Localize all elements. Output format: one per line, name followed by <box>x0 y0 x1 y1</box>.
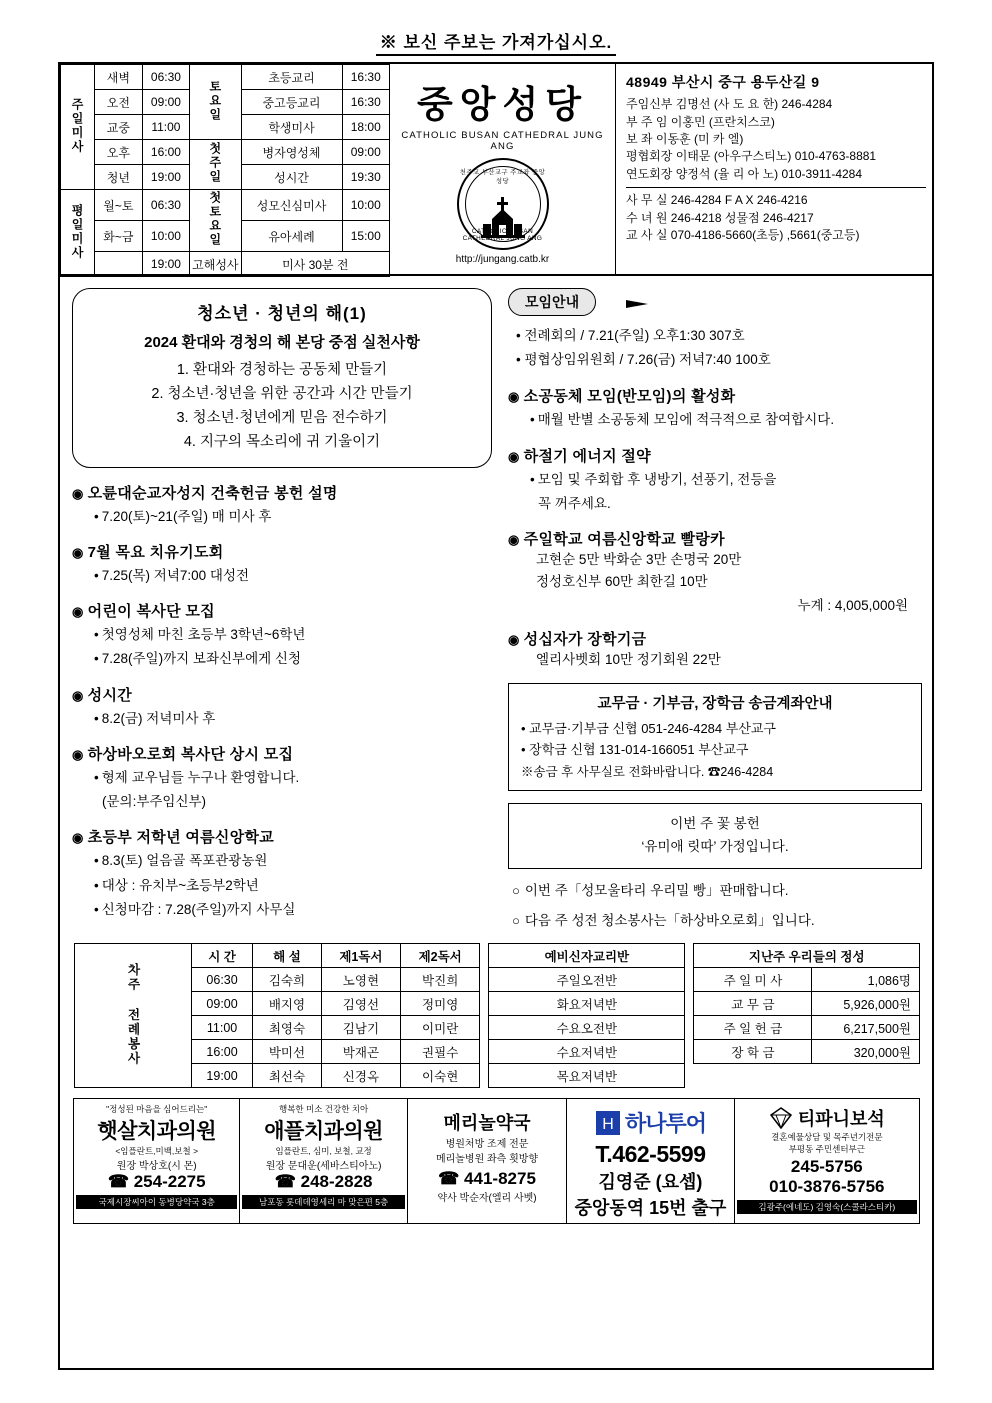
cell: 노영현 <box>321 968 400 992</box>
diamond-icon <box>769 1106 793 1130</box>
ad-name: 애플치과의원 <box>264 1120 383 1144</box>
bullet-icon: ◉ <box>508 389 520 405</box>
contact-yeondo-head: 연도회장 양정석 (율 리 아 노) 010-3911-4284 <box>626 166 863 181</box>
ad-tagline: "정성된 마음을 심어드리는" <box>106 1104 208 1115</box>
ad-tagline: 행복한 미소 건강한 치아 <box>279 1104 369 1115</box>
cell: 19:00 <box>142 165 189 190</box>
notice-head <box>508 445 922 466</box>
row-value: 1,086명 <box>812 968 920 992</box>
ad-address: 국제시장씨아이 동병당약국 3층 <box>76 1195 237 1209</box>
cell: 유아세례 <box>241 221 342 252</box>
list-item: • 평협상임위원회 / 7.26(금) 저녁7:40 100호 <box>516 351 771 367</box>
seal-top-text: 천주교 부산교구 주교좌 중앙성당 <box>459 169 546 185</box>
notice-title: 하상바오로회 복사단 상시 모집 <box>87 745 294 763</box>
ad-line2: 중앙동역 15번 출구 <box>574 1198 727 1219</box>
theme-title: 청소년 · 청년의 해(1) <box>197 304 367 323</box>
svg-text:H: H <box>602 1115 614 1133</box>
cell: 신경옥 <box>321 1064 400 1088</box>
ad-address: 김광주(에네도) 김영숙(스콜라스티카) <box>737 1200 917 1214</box>
ad-phone2: 010-3876-5756 <box>769 1177 885 1197</box>
meeting-list <box>508 324 922 371</box>
ad-name: 메리놀약국 <box>443 1113 531 1134</box>
cell: 11:00 <box>142 115 189 140</box>
ad-line1: <임플란트,미백,보철 > <box>115 1146 199 1157</box>
cell: 09:00 <box>342 140 389 165</box>
bulletin-frame <box>58 62 934 1370</box>
list-item: • 전례회의 / 7.21(주일) 오후1:30 307호 <box>516 328 745 343</box>
notice-sub: • 7.20(토)~21(주일) 매 미사 후 <box>94 508 272 524</box>
cell: 목요저녁반 <box>489 1064 685 1088</box>
cell: 월~토 <box>95 190 143 221</box>
cell: 10:00 <box>142 221 189 252</box>
list-item: 3. 청소년·청년에게 믿음 전수하기 <box>176 409 388 426</box>
bullet-icon: ◉ <box>508 532 520 547</box>
account-info-box <box>508 683 922 792</box>
first-sunday-label: 첫주일 <box>190 140 241 190</box>
cell: 이숙현 <box>401 1064 480 1088</box>
weekday-mass-label: 평일미사 <box>61 190 95 277</box>
notice-oryundae <box>72 482 492 527</box>
bullet-icon: ◉ <box>72 687 84 703</box>
row-value: 320,000원 <box>812 1040 920 1064</box>
saturday-label: 토요일 <box>190 65 241 140</box>
ad-maryknoll-pharmacy[interactable] <box>408 1098 567 1224</box>
donation-line: 정성호신부 60만 최한길 10만 <box>536 573 708 589</box>
list-item: 4. 지구의 목소리에 귀 기울이기 <box>183 433 381 450</box>
notice-sub: 꼭 꺼주세요. <box>538 495 611 511</box>
cell: 06:30 <box>142 190 189 221</box>
ad-apple-dental[interactable] <box>240 1098 407 1224</box>
notice-sub: • 매월 반별 소공동체 모임에 적극적으로 참여합시다. <box>530 412 835 428</box>
meeting-tag-wrap <box>508 288 922 316</box>
table-row <box>61 190 390 221</box>
notice-holy-hour <box>72 684 492 729</box>
cell: 19:00 <box>142 252 189 277</box>
contact-pastor: 주임신부 김명선 (사 도 요 한) 246-4284 <box>626 97 833 112</box>
flower-offering-box <box>508 803 922 869</box>
row-label: 교 무 금 <box>694 992 812 1016</box>
church-address: 48949 부산시 중구 용두산길 9 <box>626 74 820 90</box>
notice-sub: • 모임 및 주회합 후 냉방기, 선풍기, 전등을 <box>530 471 777 487</box>
bullet-icon: ◉ <box>508 632 520 648</box>
office-phone: 사 무 실 246-4284 F A X 246-4216 <box>626 193 808 208</box>
cell: 정미영 <box>401 992 480 1016</box>
table-row <box>75 944 480 968</box>
account-row: • 장학금 신협 131-014-166051 부산교구 <box>521 741 749 757</box>
bullet-icon: ◉ <box>72 485 84 501</box>
flower-title: 이번 주 꽃 봉헌 <box>670 816 760 832</box>
table-row <box>489 1040 685 1064</box>
ad-name: 하나투어 <box>624 1111 706 1137</box>
table-row <box>694 1040 920 1064</box>
notice-summer-school <box>72 826 492 920</box>
cell: 06:30 <box>192 968 253 992</box>
table-row <box>489 1016 685 1040</box>
header <box>60 64 932 276</box>
row-value: 5,926,000원 <box>812 992 920 1016</box>
list-item: 1. 환대와 경청하는 공동체 만들기 <box>176 362 388 378</box>
cell: 19:30 <box>342 165 389 190</box>
table-row <box>694 944 920 968</box>
notice-sub: • 첫영성체 마친 초등부 3학년~6학년 <box>94 627 306 643</box>
notice-head <box>72 826 492 847</box>
bullet-icon: ◉ <box>508 448 520 464</box>
bullet-icon: ◉ <box>72 604 84 620</box>
table-row <box>61 65 390 90</box>
cell: 초등교리 <box>241 65 342 90</box>
ad-line1: 김영준 (요셉) <box>598 1172 703 1193</box>
ad-phone: ☎ 441-8275 <box>438 1169 536 1189</box>
column-header: 시 간 <box>192 944 253 968</box>
cell: 미사 30분 전 <box>241 252 389 277</box>
cell: 김남기 <box>321 1016 400 1040</box>
notice-title: 7월 목요 치유기도회 <box>87 543 224 561</box>
donation-line: 고현순 5만 박화순 3만 손명국 20만 <box>536 552 742 567</box>
table-row <box>694 968 920 992</box>
donation-total: 누계 : 4,005,000원 <box>797 598 908 614</box>
cell: 15:00 <box>342 221 389 252</box>
church-url[interactable]: http://jungang.catb.kr <box>455 254 550 265</box>
cell: 09:00 <box>142 90 189 115</box>
cell: 11:00 <box>192 1016 253 1040</box>
column-header: 예비신자교리반 <box>489 944 685 968</box>
convent-phone: 수 녀 원 246-4218 성물점 246-4217 <box>626 210 814 225</box>
cell: 오후 <box>95 140 143 165</box>
mass-schedule-table <box>60 64 390 277</box>
notice-sub: • 8.2(금) 저녁미사 후 <box>94 710 216 726</box>
church-name: 중앙성당 <box>417 85 588 126</box>
notice-head <box>72 743 492 764</box>
ad-haetsal-dental[interactable] <box>73 1098 240 1224</box>
ad-line1: 임플란트, 심미, 보철, 교정 <box>275 1146 372 1157</box>
cell: 배지영 <box>253 992 322 1016</box>
cell: 학생미사 <box>241 115 342 140</box>
notice-head <box>508 385 922 406</box>
classroom-phone: 교 사 실 070-4186-5660(초등) ,5661(중고등) <box>626 228 860 243</box>
notice-sub: • 8.3(토) 얼음골 폭포관광농원 <box>94 853 268 869</box>
notice-hasang-paul <box>72 743 492 813</box>
contact-council-head: 평협회장 이태문 (아우구스티노) 010-4763-8881 <box>626 149 877 164</box>
offering-summary-table <box>693 943 920 1064</box>
notice-sub: • 7.28(주일)까지 보좌신부에게 신청 <box>94 651 301 667</box>
table-row <box>694 1016 920 1040</box>
table-row <box>489 968 685 992</box>
theme-items <box>87 359 477 455</box>
ad-phone: T.462-5599 <box>595 1141 706 1168</box>
notice-ppalanca <box>508 528 922 614</box>
table-row <box>61 252 390 277</box>
cell: 김숙희 <box>253 968 322 992</box>
ad-logo-row <box>737 1105 917 1131</box>
column-header: 제2독서 <box>401 944 480 968</box>
notice-sub: • 대상 : 유치부~초등부2학년 <box>94 877 259 893</box>
notice-energy-saving <box>508 445 922 515</box>
bullet-icon: ◉ <box>72 544 84 560</box>
cell: 중고등교리 <box>241 90 342 115</box>
notice-head <box>72 541 492 562</box>
list-item: 2. 청소년·청년을 위한 공간과 시간 만들기 <box>151 385 413 402</box>
bullet-icon: ◉ <box>72 830 84 846</box>
ad-line2: 원장 박상호(시 몬) <box>116 1161 197 1173</box>
notice-title: 하절기 에너지 절약 <box>523 447 651 465</box>
circle-note: ○ 이번 주「성모울타리 우리밀 빵」판매합니다. <box>512 883 789 899</box>
left-column <box>68 284 498 929</box>
ad-line1: 병원처방 조제 전문 <box>445 1139 529 1151</box>
ad-phone: 245-5756 <box>790 1157 863 1177</box>
cell: 성시간 <box>241 165 342 190</box>
ad-line2: 부평동 주민센터부근 <box>788 1144 865 1155</box>
table-row <box>489 992 685 1016</box>
account-box-title: 교무금 · 기부금, 장학금 송금계좌안내 <box>597 695 833 712</box>
notice-head <box>72 684 492 705</box>
cell: 06:30 <box>142 65 189 90</box>
year-theme-box <box>72 288 492 468</box>
account-note: ※송금 후 사무실로 전화바랍니다. ☎246-4284 <box>521 765 774 780</box>
top-notice-text: ※ 보신 주보는 가져가십시오. <box>376 33 617 56</box>
notice-head <box>72 600 492 621</box>
column-header: 해 설 <box>253 944 322 968</box>
seal-bottom-text: CATHOLIC BUSAN CATHEDRAL JUNG ANG <box>462 228 543 242</box>
cell: 16:00 <box>192 1040 253 1064</box>
notice-altar-servers <box>72 600 492 670</box>
table-row <box>694 992 920 1016</box>
notice-healing-prayer <box>72 541 492 586</box>
notice-title: 오륜대순교자성지 건축헌금 봉헌 설명 <box>87 484 338 502</box>
notice-title: 소공동체 모임(반모임)의 활성화 <box>523 388 736 406</box>
contact-vicar: 보 좌 이동훈 (미 카 엘) <box>626 132 744 147</box>
cell: 10:00 <box>342 190 389 221</box>
confession-label: 고해성사 <box>190 252 241 277</box>
table-row <box>489 1064 685 1088</box>
column-header: 제1독서 <box>321 944 400 968</box>
cell <box>95 252 143 277</box>
right-column <box>498 284 924 929</box>
meeting-tag: 모임안내 <box>508 288 596 316</box>
notice-title: 어린이 복사단 모집 <box>87 603 215 621</box>
notice-title: 초등부 저학년 여름신앙학교 <box>87 829 275 847</box>
flower-family: ‘유미애 릿따’ 가정입니다. <box>641 839 789 855</box>
top-notice <box>0 0 992 59</box>
ad-line1: 결혼예물상담 및 목주년기전문 <box>771 1132 883 1143</box>
cell: 주일오전반 <box>489 968 685 992</box>
notice-head <box>72 482 492 503</box>
theme-subtitle: 2024 환대와 경청의 해 본당 중점 실천사항 <box>144 334 420 351</box>
cell: 병자영성체 <box>241 140 342 165</box>
tables-area <box>60 929 932 1088</box>
hana-logo-icon <box>595 1110 621 1136</box>
cell: 최선숙 <box>253 1064 322 1088</box>
ad-pharmacist: 약사 박순자(엘리 사벳) <box>437 1193 537 1205</box>
row-label: 주 일 미 사 <box>694 968 812 992</box>
cell: 화요저녁반 <box>489 992 685 1016</box>
table-row <box>489 944 685 968</box>
circle-icon: ○ <box>512 883 520 899</box>
cell: 청년 <box>95 165 143 190</box>
cell: 09:00 <box>192 992 253 1016</box>
account-row: • 교무금·기부금 신협 051-246-4284 부산교구 <box>521 720 776 736</box>
notice-sub: • 형제 교우님들 누구나 환영합니다. <box>94 769 300 785</box>
divider <box>626 187 926 188</box>
cell: 박재곤 <box>321 1040 400 1064</box>
cell: 16:00 <box>142 140 189 165</box>
cell: 화~금 <box>95 221 143 252</box>
cell: 16:30 <box>342 90 389 115</box>
row-value: 6,217,500원 <box>812 1016 920 1040</box>
liturgy-table-label: 차주 전례봉사 <box>75 944 192 1088</box>
cell: 박미선 <box>253 1040 322 1064</box>
cell: 16:30 <box>342 65 389 90</box>
notice-sub: • 7.25(목) 저녁7:00 대성전 <box>94 567 250 583</box>
cell: 성모신심미사 <box>241 190 342 221</box>
ad-tiffany-jewelry[interactable] <box>735 1098 920 1224</box>
cell: 수요오전반 <box>489 1016 685 1040</box>
cell: 새벽 <box>95 65 143 90</box>
notice-small-community <box>508 385 922 430</box>
cell: 김영선 <box>321 992 400 1016</box>
column-header: 지난주 우리들의 정성 <box>694 944 920 968</box>
table-row <box>61 140 390 165</box>
bullet-icon: ◉ <box>72 746 84 762</box>
church-seal <box>457 158 549 250</box>
row-label: 주 일 헌 금 <box>694 1016 812 1040</box>
notice-scholarship-fund <box>508 628 922 671</box>
notice-head <box>508 628 922 649</box>
liturgy-service-table <box>74 943 480 1088</box>
donation-line: 엘리사벳회 10만 정기회원 22만 <box>536 652 721 668</box>
cell: 박진희 <box>401 968 480 992</box>
contact-block <box>616 64 932 274</box>
sunday-mass-label: 주일미사 <box>61 65 95 190</box>
ad-address: 남포동 롯데데영세리 마 맞은편 5층 <box>242 1195 404 1209</box>
tag-arrow-icon <box>626 300 648 308</box>
ad-logo-row <box>569 1107 731 1138</box>
church-name-en: CATHOLIC BUSAN CATHEDRAL JUNG ANG <box>401 130 604 152</box>
cell: 수요저녁반 <box>489 1040 685 1064</box>
body-area <box>60 276 932 929</box>
first-saturday-label: 첫토요일 <box>190 190 241 252</box>
ad-hana-tour[interactable] <box>567 1098 734 1224</box>
contact-assistant: 부 주 임 이홍민 (프란치스코) <box>626 114 775 129</box>
notice-sub: • 신청마감 : 7.28(주일)까지 사무실 <box>94 901 296 917</box>
cell: 19:00 <box>192 1064 253 1088</box>
notice-sub: (문의:부주임신부) <box>102 794 207 810</box>
cell: 18:00 <box>342 115 389 140</box>
cell: 최영숙 <box>253 1016 322 1040</box>
notice-title: 주일학교 여름신앙학교 빨랑카 <box>523 531 725 548</box>
row-label: 장 학 금 <box>694 1040 812 1064</box>
ad-name: 햇살치과의원 <box>97 1120 217 1144</box>
ad-name: 티파니보석 <box>797 1109 885 1130</box>
ad-line2: 메리놀병원 좌측 횟방향 <box>435 1154 539 1166</box>
circle-note: ○ 다음 주 성전 청소봉사는「하상바오로회」입니다. <box>512 913 815 929</box>
advertisement-row <box>60 1088 932 1224</box>
ad-line2: 원장 문대운(세바스티아노) <box>265 1161 382 1173</box>
cell: 교중 <box>95 115 143 140</box>
notice-title: 성십자가 장학기금 <box>523 631 647 649</box>
circle-icon: ○ <box>512 913 520 929</box>
cell: 오전 <box>95 90 143 115</box>
ad-phone: ☎ 248-2828 <box>274 1172 373 1192</box>
ad-phone: ☎ 254-2275 <box>107 1172 206 1192</box>
notice-head <box>508 528 922 549</box>
cell: 이미란 <box>401 1016 480 1040</box>
notice-title: 성시간 <box>87 686 133 704</box>
cell: 권필수 <box>401 1040 480 1064</box>
church-title-block <box>390 64 616 274</box>
catechumen-class-table <box>488 943 685 1088</box>
